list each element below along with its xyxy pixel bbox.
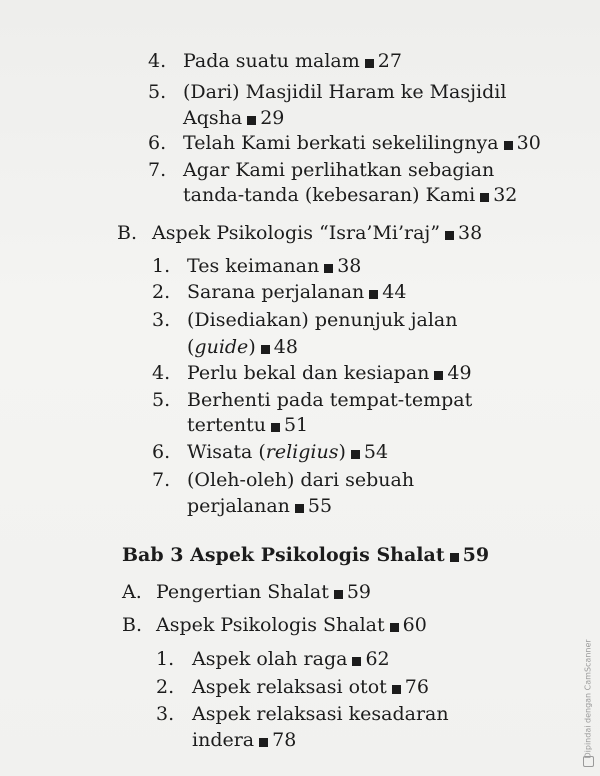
section-entry: [156, 581, 371, 603]
page-number: 51: [283, 414, 309, 436]
item-number: 4.: [148, 50, 167, 72]
bullet-icon: [261, 345, 270, 354]
page-number: 38: [458, 222, 483, 244]
watermark-text: Dipindai dengan CamScanner: [583, 639, 593, 759]
entry-text: tanda-tanda (kebesaran) Kami: [183, 184, 476, 206]
entry-text: Pada suatu malam: [183, 50, 360, 72]
item-number: 4.: [152, 362, 171, 384]
bullet-icon: [352, 657, 361, 666]
entry-text: Aspek olah raga: [192, 648, 348, 670]
page-number: 59: [346, 581, 372, 603]
bullet-icon: [445, 231, 454, 240]
item-number: 1.: [156, 648, 175, 670]
italic-term: religius: [265, 441, 339, 463]
section-letter: A.: [122, 581, 142, 603]
section-letter: B.: [117, 222, 138, 244]
entry-text: indera: [192, 729, 255, 751]
entry-text: Sarana perjalanan: [187, 281, 365, 303]
italic-term: guide: [194, 336, 249, 358]
section-entry: [152, 222, 482, 244]
page-number: 38: [337, 255, 362, 277]
page-number: 27: [377, 50, 402, 72]
section-title: Aspek Psikologis Shalat: [156, 614, 385, 636]
entry-text: Aspek relaksasi otot: [192, 676, 387, 698]
entry-text: tertentu: [187, 414, 266, 436]
toc-entry: [183, 159, 494, 181]
bullet-icon: [450, 553, 459, 562]
item-number: 1.: [152, 255, 171, 277]
bullet-icon: [434, 371, 443, 380]
section-title: Aspek Psikologis “Isra’Mi’raj”: [152, 222, 441, 244]
entry-text: Aspek relaksasi kesadaran: [192, 703, 449, 725]
entry-text: Perlu bekal dan kesiapan: [187, 362, 430, 384]
toc-entry-continuation: [192, 729, 296, 751]
toc-entry: [183, 132, 541, 154]
page-number: 30: [516, 132, 541, 154]
bullet-icon: [390, 623, 399, 632]
bullet-icon: [247, 116, 256, 125]
bullet-icon: [324, 264, 333, 273]
bullet-icon: [271, 423, 280, 432]
toc-entry-continuation: [183, 107, 284, 129]
chapter-heading: [122, 544, 489, 566]
page-number: 48: [273, 336, 298, 358]
scanner-watermark: [580, 638, 596, 768]
page-number: 60: [402, 614, 427, 636]
entry-text: Telah Kami berkati sekelilingnya: [183, 132, 499, 154]
toc-entry: [192, 676, 429, 698]
toc-entry: [187, 309, 457, 331]
toc-entry-continuation: [187, 414, 308, 436]
page-number: 29: [260, 107, 285, 129]
item-number: 6.: [152, 441, 171, 463]
page-number: 76: [404, 676, 429, 698]
entry-text: (Dari) Masjidil Haram ke Masjidil: [183, 81, 507, 103]
entry-text: Berhenti pada tempat-tempat: [187, 389, 473, 411]
toc-entry: [192, 703, 449, 725]
toc-entry: [187, 441, 388, 463]
camscanner-icon: [583, 756, 594, 767]
page-number: 44: [382, 281, 407, 303]
toc-entry-continuation: [187, 336, 298, 358]
bullet-icon: [480, 193, 489, 202]
toc-entry: [187, 281, 406, 303]
page-number: 59: [462, 544, 490, 566]
item-number: 3.: [152, 309, 171, 331]
page-number: 49: [447, 362, 472, 384]
toc-entry-continuation: [187, 495, 332, 517]
section-letter: B.: [122, 614, 143, 636]
entry-text: Tes keimanan: [187, 255, 320, 277]
toc-entry-continuation: [183, 184, 517, 206]
section-title: Pengertian Shalat: [156, 581, 329, 603]
entry-text: (Disediakan) penunjuk jalan: [187, 309, 458, 331]
bullet-icon: [295, 504, 304, 513]
entry-text: Aqsha: [183, 107, 243, 129]
toc-entry: [187, 255, 361, 277]
item-number: 3.: [156, 703, 175, 725]
item-number: 2.: [152, 281, 171, 303]
page-number: 32: [493, 184, 518, 206]
bullet-icon: [351, 450, 360, 459]
item-number: 5.: [148, 81, 167, 103]
item-number: 5.: [152, 389, 171, 411]
page-number: 54: [363, 441, 389, 463]
entry-text: perjalanan: [187, 495, 290, 517]
chapter-title: Bab 3 Aspek Psikologis Shalat: [122, 544, 445, 566]
bullet-icon: [365, 59, 374, 68]
item-number: 2.: [156, 676, 175, 698]
toc-entry: [187, 362, 472, 384]
bullet-icon: [392, 685, 401, 694]
entry-text-italic: (guide): [187, 336, 256, 358]
entry-text: Agar Kami perlihatkan sebagian: [183, 159, 495, 181]
toc-entry: [183, 50, 402, 72]
toc-entry: [183, 81, 506, 103]
page-number: 78: [272, 729, 297, 751]
item-number: 6.: [148, 132, 167, 154]
item-number: 7.: [148, 159, 167, 181]
page-number: 62: [365, 648, 390, 670]
bullet-icon: [334, 590, 343, 599]
toc-entry: [187, 389, 472, 411]
bullet-icon: [504, 141, 513, 150]
bullet-icon: [369, 290, 378, 299]
bullet-icon: [259, 738, 268, 747]
section-entry: [156, 614, 427, 636]
entry-text: (Oleh-oleh) dari sebuah: [187, 469, 415, 491]
item-number: 7.: [152, 469, 171, 491]
page-number: 55: [307, 495, 333, 517]
toc-entry: [187, 469, 414, 491]
toc-entry: [192, 648, 390, 670]
entry-text: Wisata (religius): [187, 441, 346, 463]
